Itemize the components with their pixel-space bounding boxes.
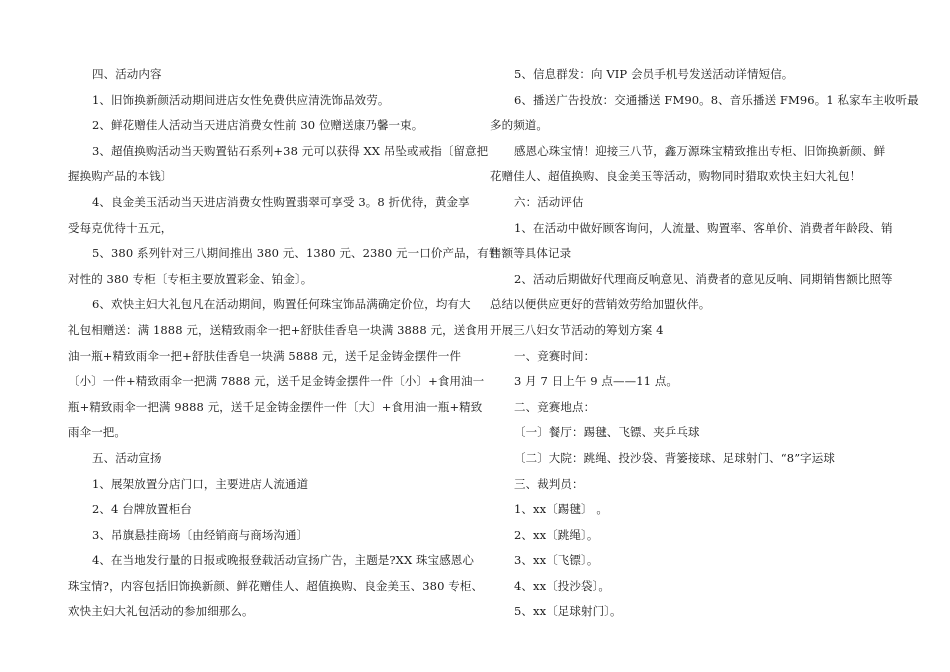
text-line: 1、xx〔踢毽〕 。	[514, 502, 608, 517]
text-line: 1、旧饰换新颜活动期间进店女性免费供应清洗饰品效劳。	[92, 92, 390, 107]
text-line: 一、竞赛时间：	[514, 348, 596, 363]
text-line: 1、展架放置分店门口，主要进店人流通道	[92, 476, 309, 491]
text-line: 受每克优待十五元，	[68, 220, 173, 235]
text-line: 5、信息群发：向 VIP 会员手机号发送活动详情短信。	[514, 67, 794, 81]
text-line: 4、良金美玉活动当天进店消费女性购置翡翠可享受 3。8 折优待，黄金享	[92, 194, 470, 209]
text-line: 2、4 台牌放置柜台	[92, 502, 192, 517]
left-column	[68, 62, 501, 625]
text-line: 六：活动评估	[514, 194, 584, 209]
text-line: 3、xx〔飞镖〕。	[514, 553, 599, 568]
text-line: 2、xx〔跳绳〕。	[514, 527, 599, 542]
text-line: 〔小〕一件+精致雨伞一把满 7888 元，送千足金铸金摆件一件〔小〕+食用油一	[68, 374, 485, 389]
text-line: 4、在当地发行量的日报或晚报登载活动宣扬广告，主题是?XX 珠宝感恩心	[92, 553, 475, 568]
text-line: 握换购产品的本钱〕	[68, 169, 173, 184]
text-line: 欢快主妇大礼包活动的参加细那么。	[68, 604, 254, 619]
text-line: 5、380 系列针对三八期间推出 380 元、1380 元、2380 元一口价产品，有针	[92, 246, 501, 261]
text-line: 3 月 7 日上午 9 点——11 点。	[514, 374, 679, 389]
text-line: 1、在活动中做好顾客询问，人流量、购置率、客单价、消费者年龄段、销	[514, 220, 893, 235]
text-line: 五、活动宣扬	[92, 450, 162, 465]
text-line: 售额等具体记录	[490, 246, 572, 261]
text-line: 雨伞一把。	[68, 425, 126, 440]
right-column	[490, 62, 919, 625]
text-line: 瓶+精致雨伞一把满 9888 元，送千足金铸金摆件一件〔大〕+食用油一瓶+精致	[68, 399, 483, 414]
text-line: 总结以便供应更好的营销效劳给加盟伙伴。	[490, 297, 711, 312]
text-line: 四、活动内容	[92, 67, 162, 81]
text-line: 6、播送广告投放：交通播送 FM90。8、音乐播送 FM96。1 私家车主收听最	[514, 92, 919, 107]
text-line: 〔二〕大院：跳绳、投沙袋、背篓接球、足球射门、“8”字运球	[514, 450, 835, 465]
text-line: 珠宝情?，内容包括旧饰换新颜、鲜花赠佳人、超值换购、良金美玉、380 专柜、	[68, 578, 484, 593]
text-line: 二、竞赛地点：	[514, 399, 596, 414]
text-line: 多的频道。	[490, 118, 548, 133]
text-line: 6、欢快主妇大礼包凡在活动期间，购置任何珠宝饰品满确定价位，均有大	[92, 297, 471, 312]
text-line: 开展三八妇女节活动的筹划方案 4	[490, 322, 664, 337]
text-line: 2、活动后期做好代理商反响意见、消费者的意见反响、同期销售额比照等	[514, 271, 893, 286]
text-line: 花赠佳人、超值换购、良金美玉等活动，购物同时猎取欢快主妇大礼包！	[490, 169, 862, 184]
text-line: 对性的 380 专柜〔专柜主要放置彩金、铂金〕。	[68, 271, 313, 286]
text-line: 3、超值换购活动当天购置钻石系列+38 元可以获得 XX 吊坠或戒指〔留意把	[92, 143, 489, 158]
text-line: 油一瓶+精致雨伞一把+舒肤佳香皂一块满 5888 元，送千足金铸金摆件一件	[68, 348, 462, 363]
text-line: 〔一〕餐厅：踢毽、飞镖、夹乒乓球	[514, 425, 700, 440]
text-line: 感恩心珠宝情！迎接三八节，鑫万源珠宝精致推出专柜、旧饰换新颜、鲜	[514, 143, 886, 158]
text-line: 3、吊旗悬挂商场〔由经销商与商场沟通〕	[92, 527, 309, 542]
text-line: 5、xx〔足球射门〕。	[514, 604, 622, 619]
text-line: 4、xx〔投沙袋〕。	[514, 578, 611, 593]
text-line: 2、鲜花赠佳人活动当天进店消费女性前 30 位赠送康乃馨一束。	[92, 118, 424, 133]
text-line: 礼包相赠送：满 1888 元，送精致雨伞一把+舒肤佳香皂一块满 3888 元，送食用	[68, 322, 489, 337]
text-line: 三、裁判员：	[514, 476, 584, 491]
